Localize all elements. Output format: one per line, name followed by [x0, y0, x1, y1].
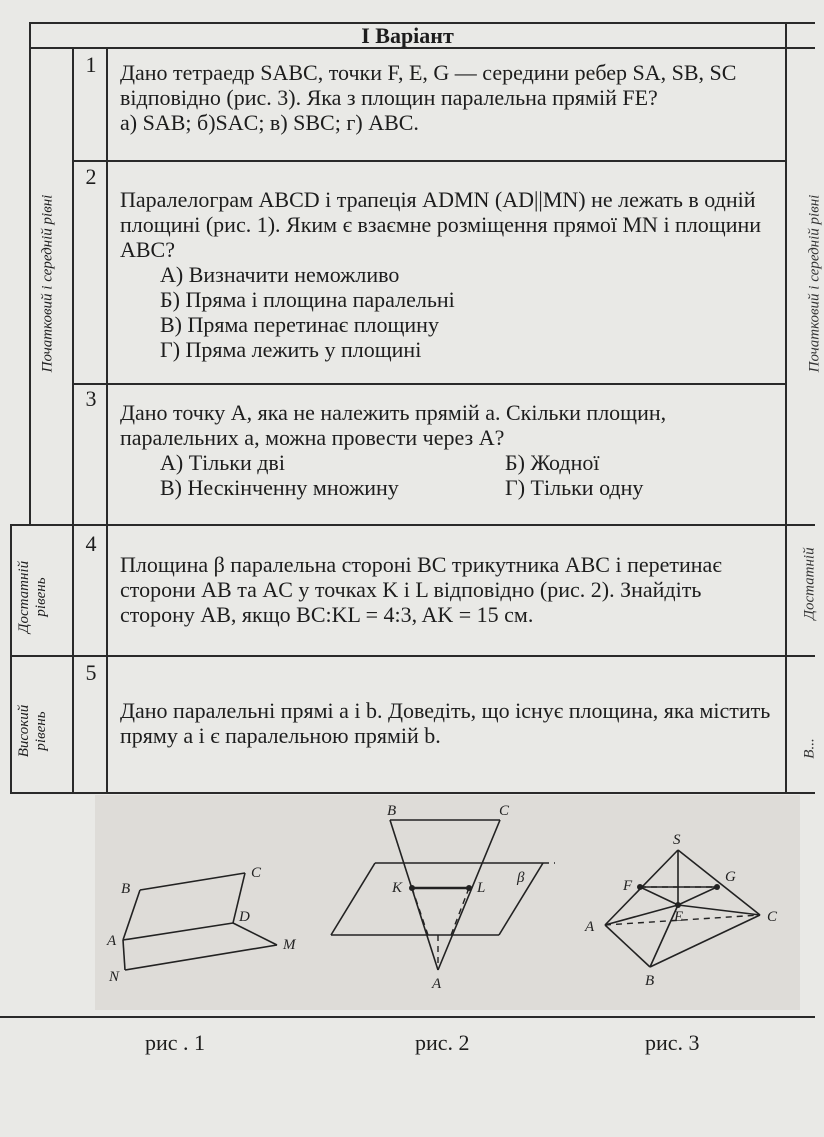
- question-2-option-b: Б) Пряма і площина паралельні: [160, 287, 455, 312]
- question-3-options-row-2: [120, 475, 780, 500]
- fig3-label-e: E: [674, 909, 684, 925]
- question-4: [120, 552, 780, 627]
- question-3-option-a: А) Тільки дві: [160, 450, 285, 475]
- fig1-label-a: A: [107, 933, 117, 949]
- question-5: [120, 698, 780, 748]
- fig1-label-n: N: [109, 969, 120, 985]
- level-column-divider: [72, 47, 74, 793]
- hidden-edge: [451, 888, 469, 935]
- question-2-text: Паралелограм ABCD і трапеція ADMN (AD||MN) не лежать в одній площині (рис. 1). Яким є взаємне розміщення прямої MN і площини ABC?: [120, 187, 762, 262]
- variant-header: І Варіант: [361, 23, 454, 48]
- row-divider-5: [10, 792, 815, 794]
- fig3-label-g: G: [725, 869, 736, 885]
- row-divider-1: [72, 160, 785, 162]
- figure-1-caption: рис . 1: [145, 1030, 206, 1055]
- question-2-option-c: В) Пряма перетинає площину: [160, 312, 439, 337]
- fig3-label-s: S: [673, 832, 681, 848]
- question-4-number: 4: [85, 531, 97, 556]
- fig3-label-c: C: [767, 909, 778, 925]
- question-5-number: 5: [85, 660, 97, 685]
- fig2-label-l: L: [477, 880, 486, 896]
- question-2: [120, 187, 780, 362]
- fig2-label-b: B: [387, 803, 397, 819]
- question-3-options-row-1: [120, 450, 780, 475]
- question-3-number: 3: [85, 386, 97, 411]
- fig1-label-m: M: [283, 937, 296, 953]
- fig3-label-f: F: [623, 878, 633, 894]
- row-divider-4: [10, 655, 815, 657]
- question-1-options: а) SAB; б)SAC; в) SBC; г) ABC.: [120, 110, 419, 135]
- right-level-high-label: В...: [801, 738, 818, 759]
- question-3-text: Дано точку A, яка не належить прямій a. Скільки площин, паралельних a, можна провести через A?: [120, 400, 667, 450]
- question-3-option-b: Б) Жодної: [505, 450, 600, 475]
- question-3: [120, 400, 780, 500]
- fig1-label-d: D: [239, 909, 250, 925]
- left-border-top: [29, 22, 31, 525]
- question-3-option-d: Г) Тільки одну: [505, 475, 644, 500]
- question-5-text: Дано паралельні прямі a і b. Доведіть, що існує площина, яка містить пряму a і є паралельною прямій b.: [120, 698, 771, 748]
- right-column-divider: [785, 22, 787, 793]
- fig3-point-g: [714, 884, 720, 890]
- fig2-label-a: A: [432, 976, 442, 992]
- hidden-edges: [412, 863, 760, 970]
- table-bottom-border: [0, 1016, 815, 1018]
- question-2-number: 2: [85, 164, 97, 189]
- question-2-option-a: А) Визначити неможливо: [160, 262, 400, 287]
- left-border-bottom: [10, 524, 12, 793]
- question-1-number: 1: [85, 52, 97, 77]
- question-4-text: Площина β паралельна стороні BC трикутника ABC і перетинає сторони AB та AC у точках K і L відповідно (рис. 2). Знайдіть сторону AB, якщо BC:KL = 4:3, AK = 15 см.: [120, 552, 722, 627]
- fig2-label-c: C: [499, 803, 510, 819]
- fig1-label-c: C: [251, 865, 262, 881]
- row-divider-3: [10, 524, 815, 526]
- fig3-label-a: A: [585, 919, 595, 935]
- question-1: [120, 60, 780, 135]
- fig2-label-k: K: [392, 880, 403, 896]
- figures-drawing: [95, 795, 800, 1010]
- fig3-point-e: [675, 902, 681, 908]
- figures-panel: [95, 795, 800, 1010]
- question-1-text: Дано тетраедр SABC, точки F, E, G — середини ребер SA, SB, SC відповідно (рис. 3). Яка з площин паралельна прямій FE?: [120, 60, 737, 110]
- level-initial-label: Початковий і середній рівні: [39, 194, 56, 373]
- row-divider-2: [72, 383, 785, 385]
- question-3-option-c: В) Нескінченну множину: [160, 475, 399, 500]
- right-level-sufficient-label: Достатній: [801, 547, 818, 620]
- fig3-label-b: B: [645, 973, 655, 989]
- level-high-label: Високий рівень: [16, 704, 49, 758]
- right-level-initial-label: Початковий і середній рівні: [806, 194, 823, 373]
- question-2-option-d: Г) Пряма лежить у площині: [160, 337, 422, 362]
- figure-2: [331, 820, 543, 970]
- figure-3-caption: рис. 3: [645, 1030, 700, 1055]
- figure-2-caption: рис. 2: [415, 1030, 470, 1055]
- level-sufficient-label: Достатній рівень: [16, 560, 49, 634]
- fig1-label-b: B: [121, 881, 131, 897]
- figure-1: [123, 873, 277, 970]
- fig2-label-beta: β: [517, 870, 525, 886]
- number-column-divider: [106, 47, 108, 793]
